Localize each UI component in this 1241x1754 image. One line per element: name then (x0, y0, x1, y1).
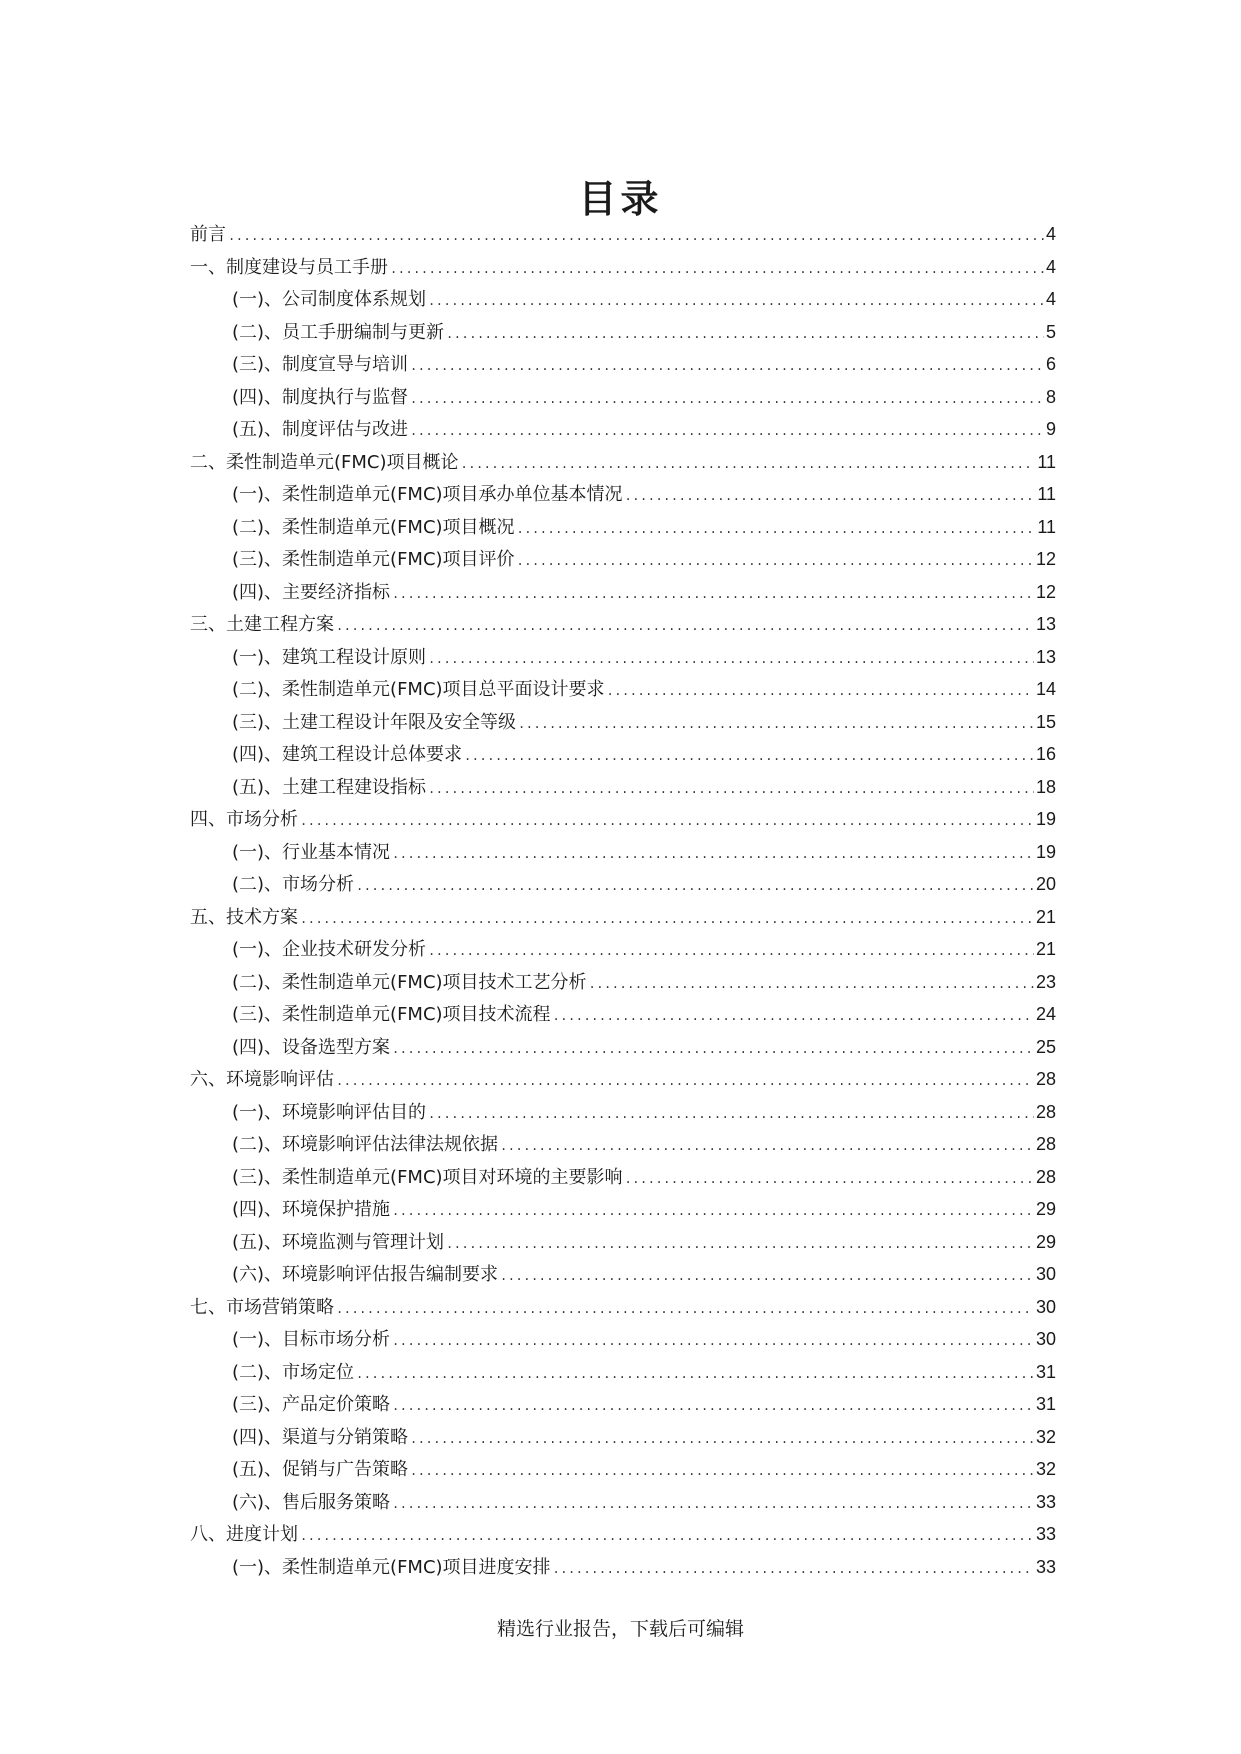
toc-entry-label: (三)、制度宣导与培训 (232, 354, 409, 375)
toc-dot-leader (410, 1423, 1034, 1454)
toc-chapter-entry[interactable] (190, 608, 1056, 641)
toc-entry-label: (六)、售后服务策略 (232, 1491, 391, 1513)
toc-page-number: 25 (1035, 1036, 1056, 1057)
toc-dot-leader (500, 1260, 1034, 1291)
toc-page-number: 18 (1035, 776, 1056, 797)
toc-section-entry[interactable] (190, 1128, 1056, 1161)
toc-entry-label: (三)、柔性制造单元(FMC)项目技术流程 (232, 1004, 551, 1025)
toc-entry-label: (二)、环境影响评估法律法规依据 (232, 1134, 499, 1155)
toc-section-entry[interactable] (190, 1258, 1056, 1291)
toc-dot-leader (336, 610, 1034, 641)
toc-page-number: 11 (1037, 484, 1056, 504)
toc-dot-leader (300, 1520, 1034, 1551)
toc-dot-leader (625, 480, 1036, 511)
toc-entry-label: 前言 (190, 224, 226, 245)
toc-page-number: 30 (1035, 1264, 1056, 1284)
toc-entry-label: 四、市场分析 (190, 809, 298, 830)
toc-dot-leader (446, 1228, 1034, 1259)
toc-entry-label: (五)、促销与广告策略 (232, 1459, 409, 1480)
toc-page-number: 23 (1035, 971, 1056, 992)
toc-page-number: 31 (1035, 1394, 1056, 1414)
toc-entry-label: (五)、环境监测与管理计划 (232, 1231, 445, 1253)
toc-section-entry[interactable] (190, 998, 1056, 1031)
toc-dot-leader (428, 285, 1044, 316)
toc-section-entry[interactable] (190, 1096, 1056, 1129)
toc-chapter-entry[interactable] (190, 803, 1056, 836)
toc-entry-label: (二)、柔性制造单元(FMC)项目技术工艺分析 (232, 971, 587, 993)
toc-entry-label: (一)、柔性制造单元(FMC)项目进度安排 (232, 1556, 551, 1578)
toc-entry-label: (五)、制度评估与改进 (232, 419, 409, 440)
toc-section-entry[interactable] (190, 1486, 1056, 1519)
toc-dot-leader (607, 675, 1034, 706)
toc-dot-leader (390, 253, 1044, 284)
toc-page-number: 9 (1045, 419, 1056, 439)
toc-dot-leader (392, 578, 1034, 609)
toc-dot-leader (356, 1358, 1034, 1389)
toc-page-number: 5 (1045, 321, 1056, 342)
toc-dot-leader (410, 415, 1044, 446)
toc-section-entry[interactable] (190, 771, 1056, 804)
toc-dot-leader (410, 1455, 1034, 1486)
toc-section-entry[interactable] (190, 1161, 1056, 1194)
toc-page-number: 13 (1035, 614, 1056, 634)
toc-section-entry[interactable] (190, 478, 1056, 511)
toc-section-entry[interactable] (190, 348, 1056, 381)
toc-dot-leader (500, 1130, 1034, 1161)
toc-section-entry[interactable] (190, 1453, 1056, 1486)
toc-dot-leader (589, 968, 1034, 999)
toc-section-entry[interactable] (190, 738, 1056, 771)
toc-page-number: 19 (1035, 841, 1056, 862)
toc-page-number: 33 (1035, 1491, 1056, 1512)
toc-page-number: 33 (1035, 1524, 1056, 1544)
toc-page-number: 28 (1035, 1069, 1056, 1089)
toc-entry-label: (一)、柔性制造单元(FMC)项目承办单位基本情况 (232, 484, 623, 505)
toc-dot-leader (517, 545, 1034, 576)
toc-entry-label: (一)、企业技术研发分析 (232, 939, 427, 960)
toc-entry-label: (一)、目标市场分析 (232, 1329, 391, 1350)
toc-dot-leader (392, 838, 1034, 869)
toc-page-number: 29 (1035, 1199, 1056, 1219)
toc-dot-leader (517, 513, 1036, 544)
toc-page-number: 14 (1035, 679, 1056, 699)
toc-entry-label: (二)、柔性制造单元(FMC)项目概况 (232, 516, 515, 538)
footer-note: 精选行业报告，下载后可编辑 (496, 1618, 744, 1640)
toc-page-number: 31 (1035, 1361, 1056, 1382)
toc-section-entry[interactable] (190, 836, 1056, 869)
toc-page-number: 28 (1035, 1166, 1056, 1187)
toc-chapter-entry[interactable] (190, 218, 1056, 251)
toc-entry-label: 二、柔性制造单元(FMC)项目概论 (190, 451, 459, 473)
toc-section-entry[interactable] (190, 1031, 1056, 1064)
toc-section-entry[interactable] (190, 316, 1056, 349)
toc-dot-leader (464, 740, 1034, 771)
toc-entry-label: (四)、主要经济指标 (232, 581, 391, 603)
toc-section-entry[interactable] (190, 576, 1056, 609)
toc-page-number: 12 (1035, 549, 1056, 569)
toc-chapter-entry[interactable] (190, 1063, 1056, 1096)
toc-entry-label: (三)、产品定价策略 (232, 1394, 391, 1415)
toc-page-number: 33 (1035, 1556, 1056, 1577)
toc-dot-leader (428, 773, 1034, 804)
toc-page-number: 4 (1045, 289, 1056, 309)
toc-page-number: 24 (1035, 1004, 1056, 1024)
toc-section-entry[interactable] (190, 641, 1056, 674)
toc-page-number: 32 (1035, 1459, 1056, 1479)
toc-entry-label: 八、进度计划 (190, 1524, 298, 1545)
toc-page-number: 6 (1045, 354, 1056, 374)
toc-page-number: 12 (1035, 581, 1056, 602)
toc-page-number: 11 (1037, 516, 1056, 537)
toc-dot-leader (428, 643, 1034, 674)
toc-dot-leader (228, 220, 1044, 251)
toc-chapter-entry[interactable] (190, 446, 1056, 479)
toc-section-entry[interactable] (190, 1551, 1056, 1584)
toc-page-number: 15 (1035, 711, 1056, 732)
toc-page-number: 28 (1035, 1134, 1056, 1154)
toc-entry-label: (三)、柔性制造单元(FMC)项目对环境的主要影响 (232, 1166, 623, 1188)
toc-section-entry[interactable] (190, 673, 1056, 706)
toc-section-entry[interactable] (190, 381, 1056, 414)
toc-page-number: 20 (1035, 874, 1056, 894)
toc-chapter-entry[interactable] (190, 1291, 1056, 1324)
toc-chapter-entry[interactable] (190, 251, 1056, 284)
toc-entry-label: (二)、员工手册编制与更新 (232, 321, 445, 343)
toc-entry-label: (六)、环境影响评估报告编制要求 (232, 1264, 499, 1285)
toc-dot-leader (410, 383, 1044, 414)
toc-section-entry[interactable] (190, 1421, 1056, 1454)
toc-entry-label: (一)、建筑工程设计原则 (232, 646, 427, 668)
toc-dot-leader (518, 708, 1034, 739)
toc-entry-label: (四)、制度执行与监督 (232, 386, 409, 408)
toc-section-entry[interactable] (190, 283, 1056, 316)
toc-dot-leader (392, 1195, 1034, 1226)
toc-page-number: 4 (1045, 256, 1056, 277)
toc-page-number: 32 (1035, 1426, 1056, 1447)
toc-dot-leader (392, 1325, 1034, 1356)
toc-dot-leader (428, 935, 1034, 966)
toc-page-number: 8 (1045, 386, 1056, 407)
toc-dot-leader (300, 903, 1034, 934)
toc-entry-label: (四)、建筑工程设计总体要求 (232, 744, 463, 765)
toc-entry-label: (四)、设备选型方案 (232, 1036, 391, 1058)
toc-entry-label: (二)、柔性制造单元(FMC)项目总平面设计要求 (232, 679, 605, 700)
page-title: 目录 (578, 177, 663, 222)
toc-entry-label: (二)、市场定位 (232, 1361, 355, 1383)
toc-entry-label: (一)、环境影响评估目的 (232, 1101, 427, 1123)
toc-page-number: 30 (1035, 1329, 1056, 1349)
toc-section-entry[interactable] (190, 1193, 1056, 1226)
toc-entry-label: 五、技术方案 (190, 906, 298, 928)
toc-page-number: 11 (1037, 451, 1056, 472)
toc-chapter-entry[interactable] (190, 1518, 1056, 1551)
toc-section-entry[interactable] (190, 933, 1056, 966)
toc-entry-label: (三)、土建工程设计年限及安全等级 (232, 711, 517, 733)
toc-section-entry[interactable] (190, 511, 1056, 544)
toc-section-entry[interactable] (190, 1226, 1056, 1259)
toc-dot-leader (461, 448, 1036, 479)
toc-dot-leader (336, 1293, 1034, 1324)
toc-dot-leader (356, 870, 1034, 901)
toc-entry-label: (四)、环境保护措施 (232, 1199, 391, 1220)
toc-page-number: 30 (1035, 1296, 1056, 1317)
toc-page-number: 16 (1035, 744, 1056, 764)
toc-entry-label: (五)、土建工程建设指标 (232, 776, 427, 798)
toc-page-number: 28 (1035, 1101, 1056, 1122)
toc-dot-leader (428, 1098, 1034, 1129)
toc-entry-label: (一)、行业基本情况 (232, 841, 391, 863)
toc-section-entry[interactable] (190, 1356, 1056, 1389)
toc-page-number: 4 (1045, 224, 1056, 244)
toc-section-entry[interactable] (190, 966, 1056, 999)
toc-section-entry[interactable] (190, 1323, 1056, 1356)
toc-dot-leader (446, 318, 1044, 349)
toc-dot-leader (625, 1163, 1034, 1194)
toc-section-entry[interactable] (190, 706, 1056, 739)
toc-section-entry[interactable] (190, 543, 1056, 576)
toc-section-entry[interactable] (190, 413, 1056, 446)
toc-entry-label: (二)、市场分析 (232, 874, 355, 895)
toc-dot-leader (410, 350, 1044, 381)
toc-dot-leader (392, 1033, 1034, 1064)
table-of-contents (190, 218, 1056, 1583)
toc-dot-leader (553, 1553, 1034, 1584)
toc-dot-leader (392, 1488, 1034, 1519)
toc-entry-label: 七、市场营销策略 (190, 1296, 334, 1318)
toc-entry-label: (三)、柔性制造单元(FMC)项目评价 (232, 549, 515, 570)
toc-page-number: 21 (1035, 939, 1056, 959)
toc-dot-leader (300, 805, 1034, 836)
toc-entry-label: (四)、渠道与分销策略 (232, 1426, 409, 1448)
toc-entry-label: 六、环境影响评估 (190, 1069, 334, 1090)
toc-chapter-entry[interactable] (190, 901, 1056, 934)
toc-entry-label: (一)、公司制度体系规划 (232, 289, 427, 310)
toc-entry-label: 一、制度建设与员工手册 (190, 256, 388, 278)
toc-dot-leader (553, 1000, 1034, 1031)
toc-dot-leader (392, 1390, 1034, 1421)
toc-page-number: 29 (1035, 1231, 1056, 1252)
toc-dot-leader (336, 1065, 1034, 1096)
toc-page-number: 21 (1035, 906, 1056, 927)
toc-section-entry[interactable] (190, 1388, 1056, 1421)
toc-page-number: 19 (1035, 809, 1056, 829)
toc-page-number: 13 (1035, 646, 1056, 667)
toc-entry-label: 三、土建工程方案 (190, 614, 334, 635)
toc-section-entry[interactable] (190, 868, 1056, 901)
